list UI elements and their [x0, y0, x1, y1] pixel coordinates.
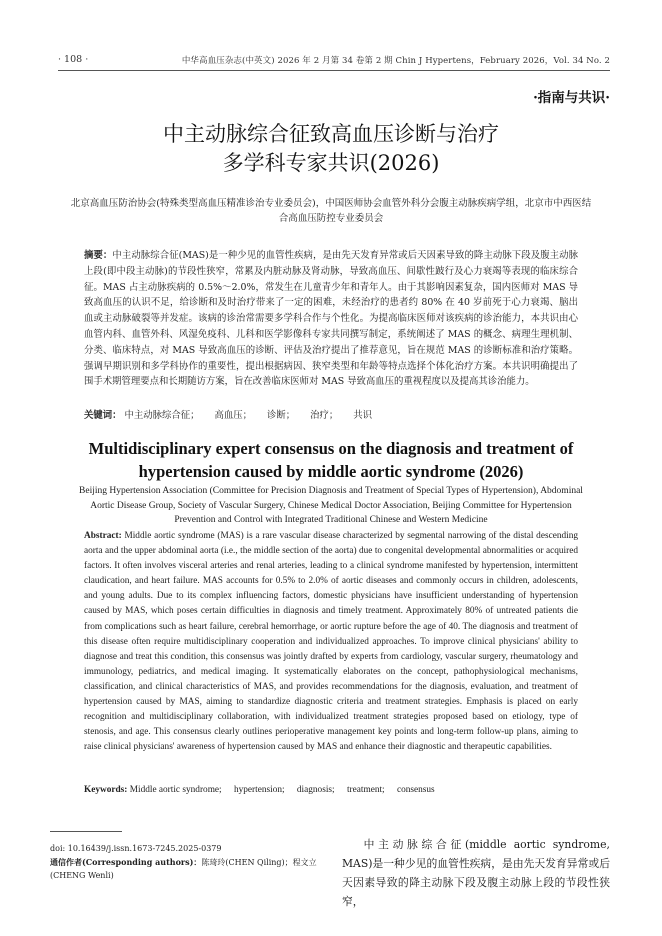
running-header	[58, 54, 610, 71]
chinese-keywords-label: 关键词：	[84, 410, 122, 421]
journal-citation-line: 中华高血压杂志(中英文) 2026 年 2 月第 34 卷第 2 期 Chin J Hypertens，February 2026，Vol. 34 No. 2	[181, 56, 610, 66]
english-title	[60, 437, 602, 483]
chinese-keyword: 高血压；	[214, 410, 253, 421]
chinese-keyword: 治疗；	[310, 410, 339, 421]
english-keyword: diagnosis;	[296, 785, 335, 795]
page-number: · 108 ·	[58, 54, 89, 65]
chinese-title	[0, 120, 662, 178]
chinese-abstract	[84, 248, 578, 390]
chinese-keywords	[84, 407, 578, 421]
chinese-abstract-text: 中主动脉综合征(MAS)是一种少见的血管性疾病，是由先天发育异常或后天因素导致的降主动脉下段及腹主动脉上段(即中段主动脉)的节段性狭窄，常累及内脏动脉及肾动脉，导致高血压、间歇性跛行及心力衰竭等表现的临床综合征。MAS 占主动脉疾病的 0.5%～2.0%，常发生在儿童青少年和青年人。由于其影响因素复杂，国内医师对 MAS 导致高血压的认识不足，给诊断和及时治疗带来了一定的困难，未经治疗的患者约 80% 在 40 岁前死于心力衰竭、脑出血或主动脉破裂等并发症。该病的诊治常需要多学科合作与个性化。为提高临床医师对该疾病的诊治能力，本共识由心血管内科、血管外科、风湿免疫科、儿科和医学影像科专家共同撰写制定，系统阐述了 MAS 的概念、病理生理机制、分类、临床特点，对 MAS 导致高血压的诊断、评估及治疗提出了推荐意见，旨在规范 MAS 的诊断标准和治疗策略。强调早期识别和多学科协作的重要性，提出根据病因、狭窄类型和年龄等特点选择个体化治疗方案。本共识明确提出了围手术期管理要点和长期随访方案，旨在改善临床医师对 MAS 导致高血压的重视程度以及提高其诊治能力。	[84, 250, 578, 388]
footnote-divider	[50, 831, 122, 832]
body-text-start: 中主动脉综合征(middle aortic syndrome, MAS)是一种少见的血管性疾病，是由先天发育异常或后天因素导致的降主动脉下段及腹主动脉上段的节段性狭窄，	[342, 838, 610, 908]
chinese-title-line-1: 中主动脉综合征致高血压诊断与治疗	[163, 122, 499, 146]
corresponding-authors	[50, 856, 340, 883]
chinese-abstract-label: 摘要：	[84, 250, 113, 261]
section-tag: ·指南与共识·	[533, 90, 610, 106]
english-keyword: hypertension;	[233, 785, 285, 795]
english-authors: Beijing Hypertension Association (Committee for Precision Diagnosis and Treatment of Special Types of Hypertension), Abdominal Aortic Disease Group, Society of Vascular Surgery, Chinese Medical Doctor Association, Beijing Committee for Hypertension Prevention and Control with Integrated Traditional Chinese and Western Medicine	[79, 486, 583, 525]
chinese-authors: 北京高血压防治协会(特殊类型高血压精准诊治专业委员会)，中国医师协会血管外科分会腹主动脉疾病学组，北京市中西医结合高血压防控专业委员会	[70, 198, 592, 224]
english-abstract	[84, 529, 578, 755]
english-title-line-2: hypertension caused by middle aortic syndrome (2026)	[138, 462, 524, 481]
chinese-keyword: 中主动脉综合征；	[124, 410, 200, 421]
corresponding-authors-label: 通信作者(Corresponding authors)：	[50, 856, 202, 867]
chinese-keyword: 共识	[353, 410, 373, 421]
english-title-line-1: Multidisciplinary expert consensus on the diagnosis and treatment of	[88, 439, 574, 458]
english-abstract-text: Middle aortic syndrome (MAS) is a rare vascular disease characterized by segmental narrowing of the distal descending aorta and the upper abdominal aorta (i.e., the middle section of the aorta) due to congenital developmental abnormalities or acquired factors. It often involves visceral arteries and renal arteries, leading to a clinical syndrome manifested by hypertension, intermittent claudication, and heart failure. MAS accounts for 0.5% to 2.0% of aortic diseases and commonly occurs in children, adolescents, and young adults. Due to its complex influencing factors, domestic physicians have insufficient understanding of hypertension caused by MAS, which poses certain difficulties in diagnosis and timely treatment. Approximately 80% of untreated patients die from complications such as heart failure, cerebral hemorrhage, or aortic rupture before the age of 40. The diagnosis and treatment of this disease often require multidisciplinary cooperation and individualized approaches. To improve clinical physicians' ability to diagnose and treat this condition, this consensus was jointly drafted by experts from cardiology, vascular surgery, rheumatology and immunology, pediatrics, and medical imaging. It systematically elaborates on the concept, pathophysiological mechanisms, classification, and clinical characteristics of MAS, and provides recommendations for the diagnosis, evaluation, and treatment of hypertension caused by MAS, aiming to standardize diagnostic criteria and treatment strategies. Emphasis is placed on early recognition and multidisciplinary collaboration, with individualized treatment strategies proposed based on etiology, type of stenosis, and age. This consensus clearly outlines perioperative management key points and long-term follow-up plans, aiming to raise clinical physicians' awareness of hypertension caused by MAS and enhance their diagnostic and therapeutic capabilities.	[84, 531, 578, 753]
english-abstract-label: Abstract:	[84, 531, 122, 541]
chinese-keyword: 诊断；	[267, 410, 296, 421]
english-keyword: treatment;	[346, 785, 385, 795]
doi-line[interactable]: doi: 10.16439/j.issn.1673-7245.2025-0379	[50, 844, 222, 853]
english-keywords	[84, 785, 578, 795]
english-keyword: Middle aortic syndrome;	[129, 785, 222, 795]
chinese-title-line-2: 多学科专家共识(2026)	[222, 151, 440, 175]
corresponding-authors-names: 陈琦玲(CHEN Qiling)；程文立(CHENG Wenli)	[50, 857, 317, 880]
footnotes	[50, 842, 340, 883]
english-keywords-label: Keywords:	[84, 785, 128, 795]
english-keyword: consensus	[396, 785, 435, 795]
